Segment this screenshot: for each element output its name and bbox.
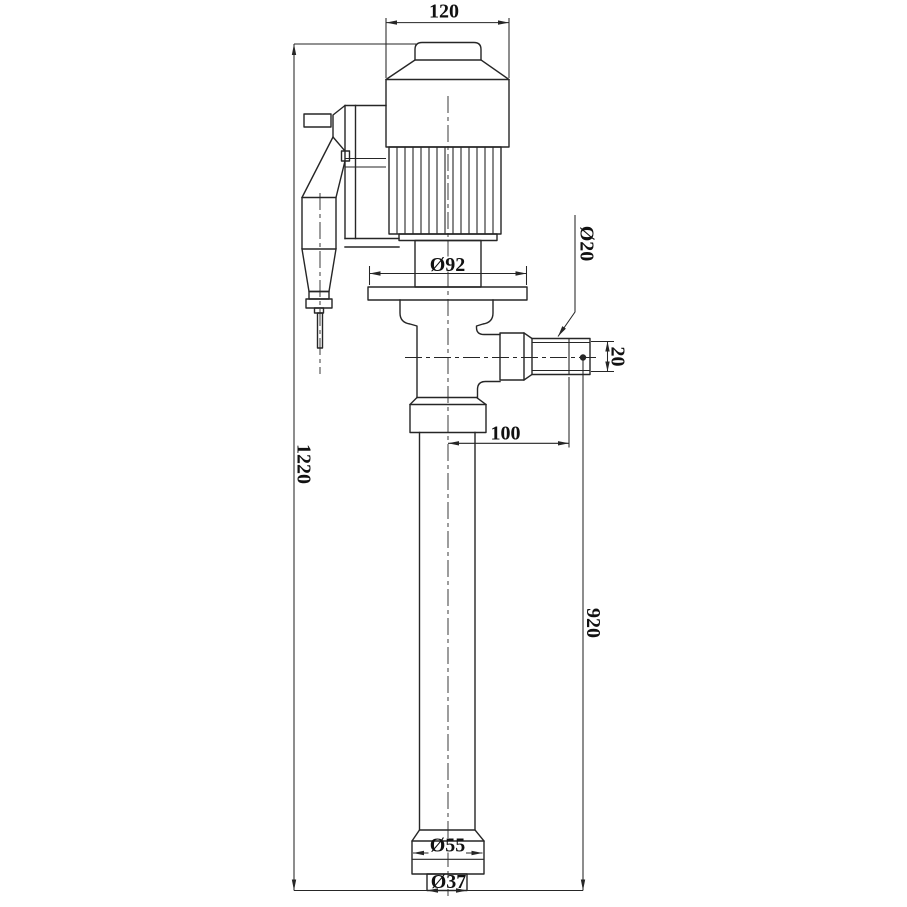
cable-boot: [302, 137, 345, 198]
motor-body: [386, 80, 509, 148]
motor-group: [386, 43, 509, 288]
handle-group: [302, 106, 399, 349]
centerlines: [320, 96, 600, 900]
dim-label-outlet-offset: 100: [490, 422, 521, 445]
cable-gland-taper: [302, 249, 336, 292]
outlet-branch-bottom: [478, 382, 501, 398]
flange-step-right: [477, 300, 501, 335]
motor-cap-taper: [386, 60, 509, 80]
dim-label-outlet-port-size: 20: [606, 346, 629, 367]
flange-outlet-group: [368, 287, 590, 433]
dim-label-outlet-diameter: Ø20: [575, 225, 598, 262]
motor-cooling-fins: [397, 147, 493, 234]
dim-label-immersion-length: 920: [582, 608, 604, 638]
handle-cross-lines: [345, 159, 386, 168]
outlet-collar: [500, 333, 524, 380]
dim-120-lines: [386, 18, 509, 78]
dim-label-motor-width: 120: [429, 0, 459, 23]
cable-gland-nut: [306, 299, 332, 308]
dim-label-tip-diameter: Ø37: [430, 871, 467, 893]
dim-label-overall-length: 1220: [292, 444, 315, 484]
switch-block: [333, 106, 386, 152]
motor-cap: [415, 43, 481, 61]
dim-920-origin-dot: [580, 354, 586, 360]
handle-lower-bracket: [345, 239, 399, 248]
suction-tube: [420, 433, 476, 831]
cable-gland-block: [302, 198, 336, 250]
handle-grip-bar: [304, 114, 331, 127]
cable-gland-stub: [315, 308, 324, 313]
barrel-flange: [368, 287, 527, 300]
dimension-labels: [293, 1, 629, 894]
dim-label-foot-diameter: Ø55: [429, 834, 466, 857]
dim-20dia-leader: [558, 215, 575, 337]
outlet-chamfer: [524, 333, 532, 380]
cable-gland-collar: [309, 292, 329, 300]
label-masks: [421, 257, 474, 890]
flange-step-left: [400, 300, 417, 398]
handle-column: [345, 106, 356, 239]
dim-label-flange-diameter: Ø92: [429, 254, 466, 276]
